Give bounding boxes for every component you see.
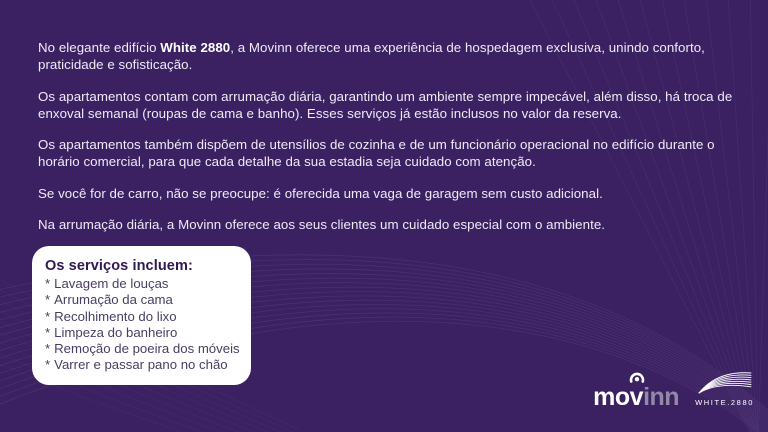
- service-label: Lavagem de louças: [54, 276, 169, 291]
- paragraph-1: [38, 39, 740, 73]
- body-text: [38, 39, 740, 248]
- movinn-wordmark-mov: mov: [593, 383, 644, 411]
- list-item: [45, 357, 241, 373]
- bullet: *: [45, 292, 51, 308]
- list-item: [45, 309, 241, 325]
- service-label: Recolhimento do lixo: [54, 308, 177, 324]
- paragraph-1-prefix: No elegante edifício: [38, 40, 161, 55]
- service-label: Arrumação da cama: [54, 292, 173, 308]
- services-card-title: Os serviços incluem:: [45, 258, 193, 274]
- list-item: [45, 292, 241, 308]
- white2880-wave-icon: [696, 369, 754, 395]
- bullet: *: [45, 276, 51, 291]
- movinn-pin-icon: [628, 371, 646, 386]
- white2880-wordmark: WHITE.2880: [695, 398, 754, 407]
- paragraph-1-suffix: , a Movinn oferece uma experiência de hospedagem exclusiva, unindo conforto, praticidade e sofisticação.: [38, 40, 705, 72]
- list-item: [45, 276, 241, 292]
- paragraph-2: Os apartamentos contam com arrumação diária, garantindo um ambiente sempre impecável, além disso, há troca de enxoval semanal (roupas de cama e banho). Esses serviços já estão inclusos no valor da reserva.: [38, 88, 733, 121]
- list-item: [45, 325, 241, 341]
- bullet: *: [45, 324, 51, 340]
- list-item: [45, 341, 241, 357]
- paragraph-3: Os apartamentos também dispõem de utensílios de cozinha e de um funcionário operacional no edifício durante o horário comercial, para que cada detalhe da sua estadia seja cuidado com atenção.: [38, 137, 715, 169]
- service-label: Limpeza do banheiro: [54, 324, 178, 340]
- services-list: [45, 276, 241, 374]
- building-name: White 2880: [160, 40, 231, 55]
- footer-logos: [593, 369, 754, 411]
- service-label: Varrer e passar pano no chão: [54, 357, 228, 373]
- movinn-wordmark-inn: inn: [643, 383, 680, 411]
- bullet: *: [45, 308, 51, 324]
- services-card: [32, 246, 251, 385]
- white2880-logo: [695, 369, 754, 408]
- service-label: Remoção de poeira dos móveis: [54, 341, 240, 357]
- movinn-logo: [593, 372, 680, 411]
- bullet: *: [45, 357, 51, 373]
- paragraph-4: Se você for de carro, não se preocupe: é oferecida uma vaga de garagem sem custo adicional.: [38, 185, 603, 201]
- paragraph-5: Na arrumação diária, a Movinn oferece aos seus clientes um cuidado especial com o ambiente.: [38, 217, 606, 232]
- bullet: *: [45, 341, 51, 357]
